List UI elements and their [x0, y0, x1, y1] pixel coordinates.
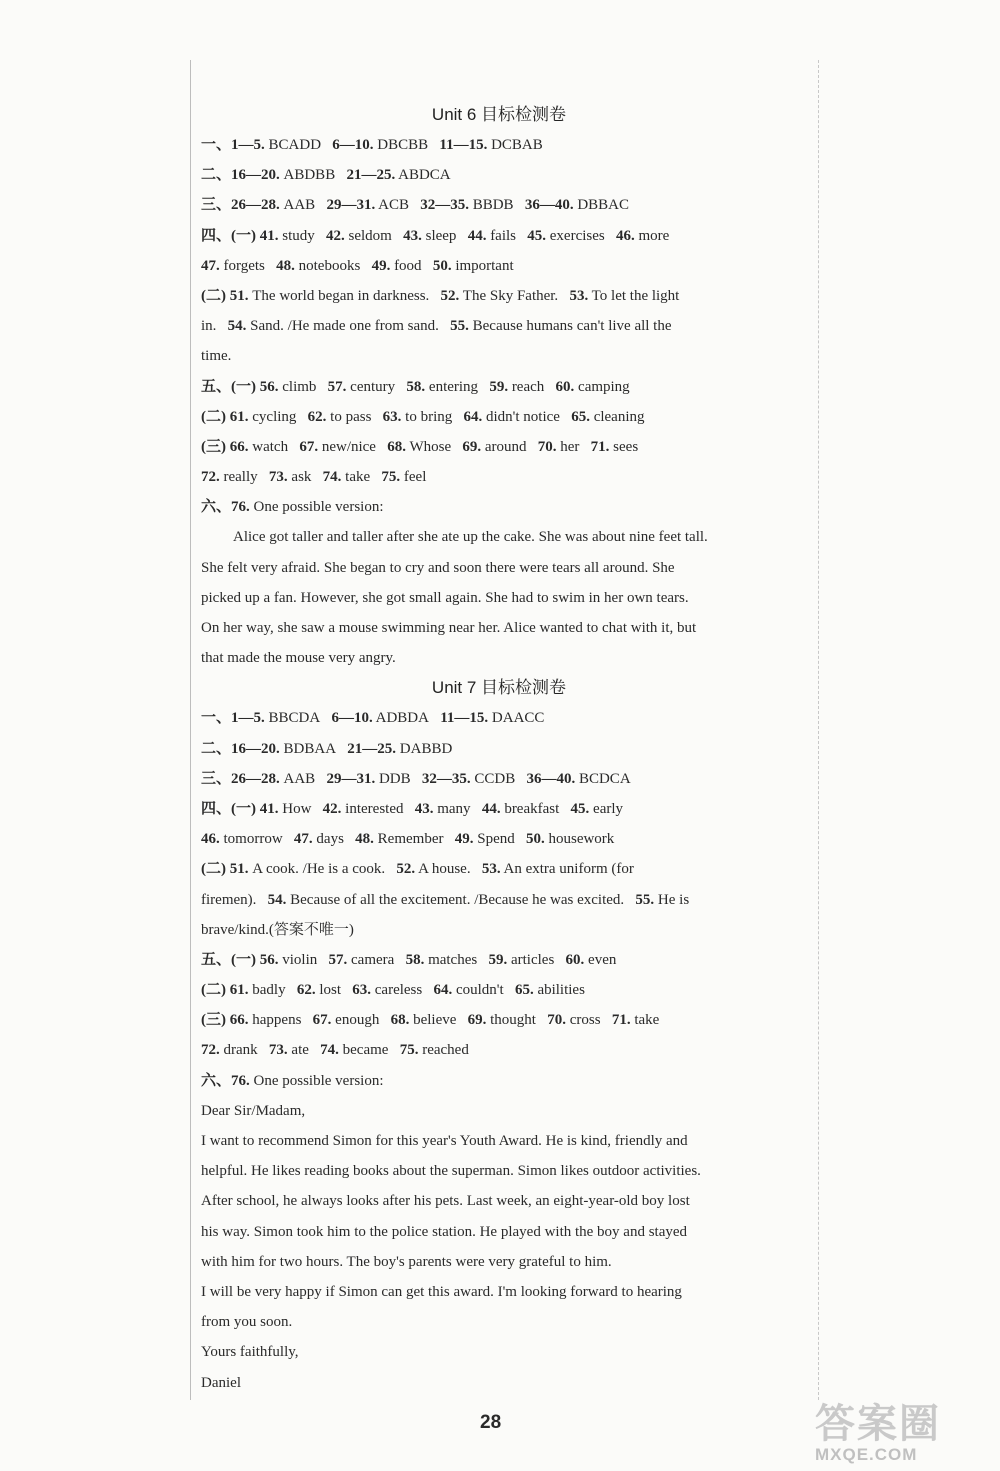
- watermark-url: MXQE.COM: [815, 1445, 918, 1464]
- answer-line: 四、(一) 41. How 42. interested 43. many 44. breakfast 45. early: [201, 800, 624, 817]
- answer-line: time.: [201, 348, 232, 365]
- answer-line: helpful. He likes reading books about the superman. Simon likes outdoor activities.: [201, 1163, 701, 1180]
- answer-line: 一、1—5. BBCDA 6—10. ADBDA 11—15. DAACC: [201, 710, 545, 727]
- answer-line: She felt very afraid. She began to cry and soon there were tears all around. She: [201, 559, 675, 576]
- answer-line: 五、(一) 56. violin 57. camera 58. matches 59. articles 60. even: [201, 951, 617, 968]
- answer-line: Dear Sir/Madam,: [201, 1102, 306, 1119]
- answer-line: 六、76. One possible version:: [201, 1072, 384, 1089]
- answer-line: 四、(一) 41. study 42. seldom 43. sleep 44. fails 45. exercises 46. more: [201, 227, 670, 244]
- answer-line: Yours faithfully,: [201, 1344, 299, 1361]
- answer-line: 72. really 73. ask 74. take 75. feel: [201, 469, 427, 486]
- answer-line: in. 54. Sand. /He made one from sand. 55. Because humans can't live all the: [201, 318, 672, 335]
- answer-line: After school, he always looks after his pets. Last week, an eight-year-old boy lost: [201, 1193, 690, 1210]
- unit6-title: Unit 6 目标检测卷: [431, 105, 567, 124]
- answer-line: 三、26—28. AAB 29—31. DDB 32—35. CCDB 36—40. BCDCA: [201, 770, 631, 787]
- answer-line: 二、16—20. ABDBB 21—25. ABDCA: [201, 167, 451, 184]
- unit7-answers: [201, 703, 797, 1095]
- watermark-word: 答案圈: [815, 1401, 941, 1447]
- answer-line: (二) 61. badly 62. lost 63. careless 64. couldn't 65. abilities: [201, 982, 585, 999]
- answer-line: On her way, she saw a mouse swimming near her. Alice wanted to chat with it, but: [201, 620, 697, 636]
- answer-line: from you soon.: [201, 1314, 293, 1331]
- answer-line: 六、76. One possible version:: [201, 499, 384, 516]
- answer-line: (三) 66. happens 67. enough 68. believe 69. thought 70. cross 71. take: [201, 1012, 660, 1029]
- unit7-letter: [201, 1096, 797, 1398]
- answer-line: Alice got taller and taller after she ate up the cake. She was about nine feet tall.: [233, 529, 708, 546]
- answer-line: his way. Simon took him to the police station. He played with the boy and stayed: [201, 1223, 688, 1240]
- answer-line: (二) 51. A cook. /He is a cook. 52. A house. 53. An extra uniform (for: [201, 861, 634, 878]
- answer-line: (三) 66. watch 67. new/nice 68. Whose 69. around 70. her 71. sees: [201, 438, 639, 455]
- unit6-essay: [201, 522, 797, 673]
- answer-line: 72. drank 73. ate 74. became 75. reached: [201, 1042, 469, 1059]
- answer-line: 47. forgets 48. notebooks 49. food 50. important: [201, 257, 514, 274]
- right-margin-rule: [818, 60, 819, 1400]
- answer-line: (二) 61. cycling 62. to pass 63. to bring 64. didn't notice 65. cleaning: [201, 408, 645, 425]
- answer-line: firemen). 54. Because of all the excitement. /Because he was excited. 55. He is: [201, 891, 690, 908]
- answer-line: 二、16—20. BDBAA 21—25. DABBD: [201, 740, 453, 757]
- answer-key-content: [201, 100, 797, 1398]
- answer-line: 五、(一) 56. climb 57. century 58. entering 59. reach 60. camping: [201, 378, 630, 395]
- answer-line: 三、26—28. AAB 29—31. ACB 32—35. BBDB 36—40. DBBAC: [201, 197, 629, 214]
- answer-line: 46. tomorrow 47. days 48. Remember 49. Spend 50. housework: [201, 831, 615, 848]
- answer-line: I want to recommend Simon for this year's Youth Award. He is kind, friendly and: [201, 1133, 688, 1149]
- answer-line: that made the mouse very angry.: [201, 650, 396, 667]
- answer-line: with him for two hours. The boy's parents were very grateful to him.: [201, 1253, 612, 1270]
- answer-line: 一、1—5. BCADD 6—10. DBCBB 11—15. DCBAB: [201, 137, 543, 153]
- answer-line: (二) 51. The world began in darkness. 52. The Sky Father. 53. To let the light: [201, 287, 680, 304]
- answer-line: I will be very happy if Simon can get this award. I'm looking forward to hearing: [201, 1283, 682, 1300]
- left-margin-rule: [190, 60, 191, 1400]
- page-number: 28: [480, 1412, 502, 1433]
- unit7-title: Unit 7 目标检测卷: [431, 678, 567, 698]
- answer-line: brave/kind.(答案不唯一): [201, 921, 354, 938]
- answer-line: Daniel: [201, 1374, 241, 1391]
- unit6-answers: [201, 130, 797, 522]
- answer-line: picked up a fan. However, she got small again. She had to swim in her own tears.: [201, 589, 689, 606]
- watermark-logo: [815, 1392, 995, 1467]
